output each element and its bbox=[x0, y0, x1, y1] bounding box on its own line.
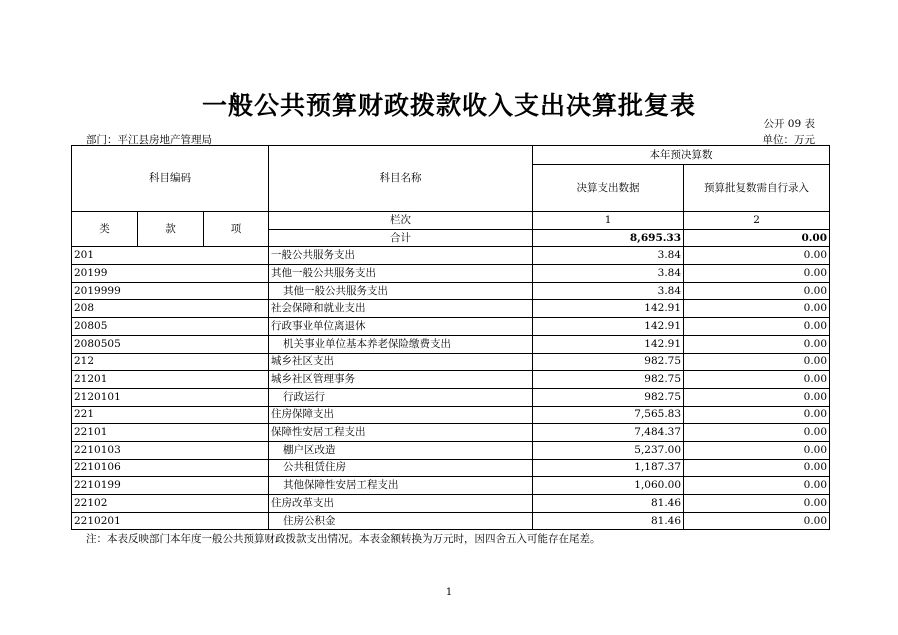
row-value-1: 81.46 bbox=[533, 495, 684, 513]
form-number: 公开 09 表 bbox=[763, 118, 815, 130]
header-col2-no: 2 bbox=[684, 212, 830, 230]
row-code: 2210201 bbox=[72, 512, 269, 530]
row-code: 2120101 bbox=[72, 388, 269, 406]
table-row bbox=[72, 300, 830, 318]
row-value-1: 5,237.00 bbox=[533, 441, 684, 459]
row-name: 城乡社区支出 bbox=[269, 353, 533, 371]
row-code: 2080505 bbox=[72, 335, 269, 353]
total-label: 合计 bbox=[269, 229, 533, 247]
table-row bbox=[72, 477, 830, 495]
row-name: 其他一般公共服务支出 bbox=[269, 265, 533, 283]
row-name: 保障性安居工程支出 bbox=[269, 424, 533, 442]
row-name: 住房改革支出 bbox=[269, 495, 533, 513]
table-row bbox=[72, 459, 830, 477]
row-value-1: 7,484.37 bbox=[533, 424, 684, 442]
total-value-1: 8,695.33 bbox=[533, 229, 684, 247]
total-value-2: 0.00 bbox=[684, 229, 830, 247]
table-row bbox=[72, 282, 830, 300]
row-value-2: 0.00 bbox=[684, 495, 830, 513]
row-name: 一般公共服务支出 bbox=[269, 247, 533, 265]
row-value-1: 3.84 bbox=[533, 265, 684, 283]
table-row bbox=[72, 512, 830, 530]
row-value-1: 142.91 bbox=[533, 300, 684, 318]
row-value-1: 7,565.83 bbox=[533, 406, 684, 424]
row-value-2: 0.00 bbox=[684, 282, 830, 300]
header-subject-name: 科目名称 bbox=[269, 146, 533, 212]
page-title: 一般公共预算财政拨款收入支出决算批复表 bbox=[201, 91, 696, 120]
header-subject-code: 科目编码 bbox=[72, 146, 269, 212]
row-value-2: 0.00 bbox=[684, 353, 830, 371]
header-column-no: 栏次 bbox=[269, 212, 533, 230]
header-col1: 决算支出数据 bbox=[533, 165, 684, 212]
row-code: 20805 bbox=[72, 318, 269, 336]
page-number: 1 bbox=[445, 587, 453, 598]
row-code: 22101 bbox=[72, 424, 269, 442]
table-row bbox=[72, 388, 830, 406]
header-section: 款 bbox=[138, 212, 204, 247]
row-code: 21201 bbox=[72, 371, 269, 389]
header-year-group: 本年预决算数 bbox=[533, 146, 830, 165]
row-name: 住房公积金 bbox=[269, 512, 533, 530]
row-name: 社会保障和就业支出 bbox=[269, 300, 533, 318]
row-value-2: 0.00 bbox=[684, 335, 830, 353]
row-value-2: 0.00 bbox=[684, 300, 830, 318]
row-value-2: 0.00 bbox=[684, 459, 830, 477]
row-name: 机关事业单位基本养老保险缴费支出 bbox=[269, 335, 533, 353]
table-row bbox=[72, 441, 830, 459]
row-value-1: 3.84 bbox=[533, 247, 684, 265]
row-code: 208 bbox=[72, 300, 269, 318]
row-value-1: 982.75 bbox=[533, 371, 684, 389]
row-name: 城乡社区管理事务 bbox=[269, 371, 533, 389]
row-code: 212 bbox=[72, 353, 269, 371]
row-name: 其他保障性安居工程支出 bbox=[269, 477, 533, 495]
row-code: 2019999 bbox=[72, 282, 269, 300]
row-value-1: 982.75 bbox=[533, 353, 684, 371]
row-name: 棚户区改造 bbox=[269, 441, 533, 459]
row-value-2: 0.00 bbox=[684, 247, 830, 265]
table-row bbox=[72, 335, 830, 353]
row-name: 行政运行 bbox=[269, 388, 533, 406]
row-name: 行政事业单位离退休 bbox=[269, 318, 533, 336]
row-code: 201 bbox=[72, 247, 269, 265]
row-name: 其他一般公共服务支出 bbox=[269, 282, 533, 300]
row-code: 221 bbox=[72, 406, 269, 424]
row-value-2: 0.00 bbox=[684, 441, 830, 459]
table-row bbox=[72, 353, 830, 371]
row-value-1: 982.75 bbox=[533, 388, 684, 406]
row-value-2: 0.00 bbox=[684, 371, 830, 389]
header-col1-no: 1 bbox=[533, 212, 684, 230]
header-col2: 预算批复数需自行录入 bbox=[684, 165, 830, 212]
table-row bbox=[72, 406, 830, 424]
row-code: 2210106 bbox=[72, 459, 269, 477]
department-label: 部门：平江县房地产管理局 bbox=[86, 134, 212, 146]
table-row bbox=[72, 371, 830, 389]
table-row bbox=[72, 265, 830, 283]
unit-label: 单位：万元 bbox=[762, 134, 815, 146]
row-value-1: 81.46 bbox=[533, 512, 684, 530]
row-value-1: 1,187.37 bbox=[533, 459, 684, 477]
row-value-2: 0.00 bbox=[684, 318, 830, 336]
row-name: 公共租赁住房 bbox=[269, 459, 533, 477]
header-class: 类 bbox=[72, 212, 138, 247]
row-value-1: 142.91 bbox=[533, 335, 684, 353]
row-code: 2210199 bbox=[72, 477, 269, 495]
row-code: 22102 bbox=[72, 495, 269, 513]
table-row bbox=[72, 424, 830, 442]
table-row bbox=[72, 247, 830, 265]
header-item: 项 bbox=[204, 212, 269, 247]
table-row bbox=[72, 495, 830, 513]
footnote: 注：本表反映部门本年度一般公共预算财政拨款支出情况。本表金额转换为万元时，因四舍五入可能存在尾差。 bbox=[86, 533, 601, 545]
row-value-2: 0.00 bbox=[684, 477, 830, 495]
row-value-1: 3.84 bbox=[533, 282, 684, 300]
row-name: 住房保障支出 bbox=[269, 406, 533, 424]
row-value-2: 0.00 bbox=[684, 406, 830, 424]
row-value-1: 142.91 bbox=[533, 318, 684, 336]
row-value-2: 0.00 bbox=[684, 424, 830, 442]
budget-table bbox=[71, 145, 830, 530]
row-value-2: 0.00 bbox=[684, 388, 830, 406]
row-value-2: 0.00 bbox=[684, 265, 830, 283]
row-value-1: 1,060.00 bbox=[533, 477, 684, 495]
row-code: 2210103 bbox=[72, 441, 269, 459]
row-value-2: 0.00 bbox=[684, 512, 830, 530]
row-code: 20199 bbox=[72, 265, 269, 283]
table-row bbox=[72, 318, 830, 336]
